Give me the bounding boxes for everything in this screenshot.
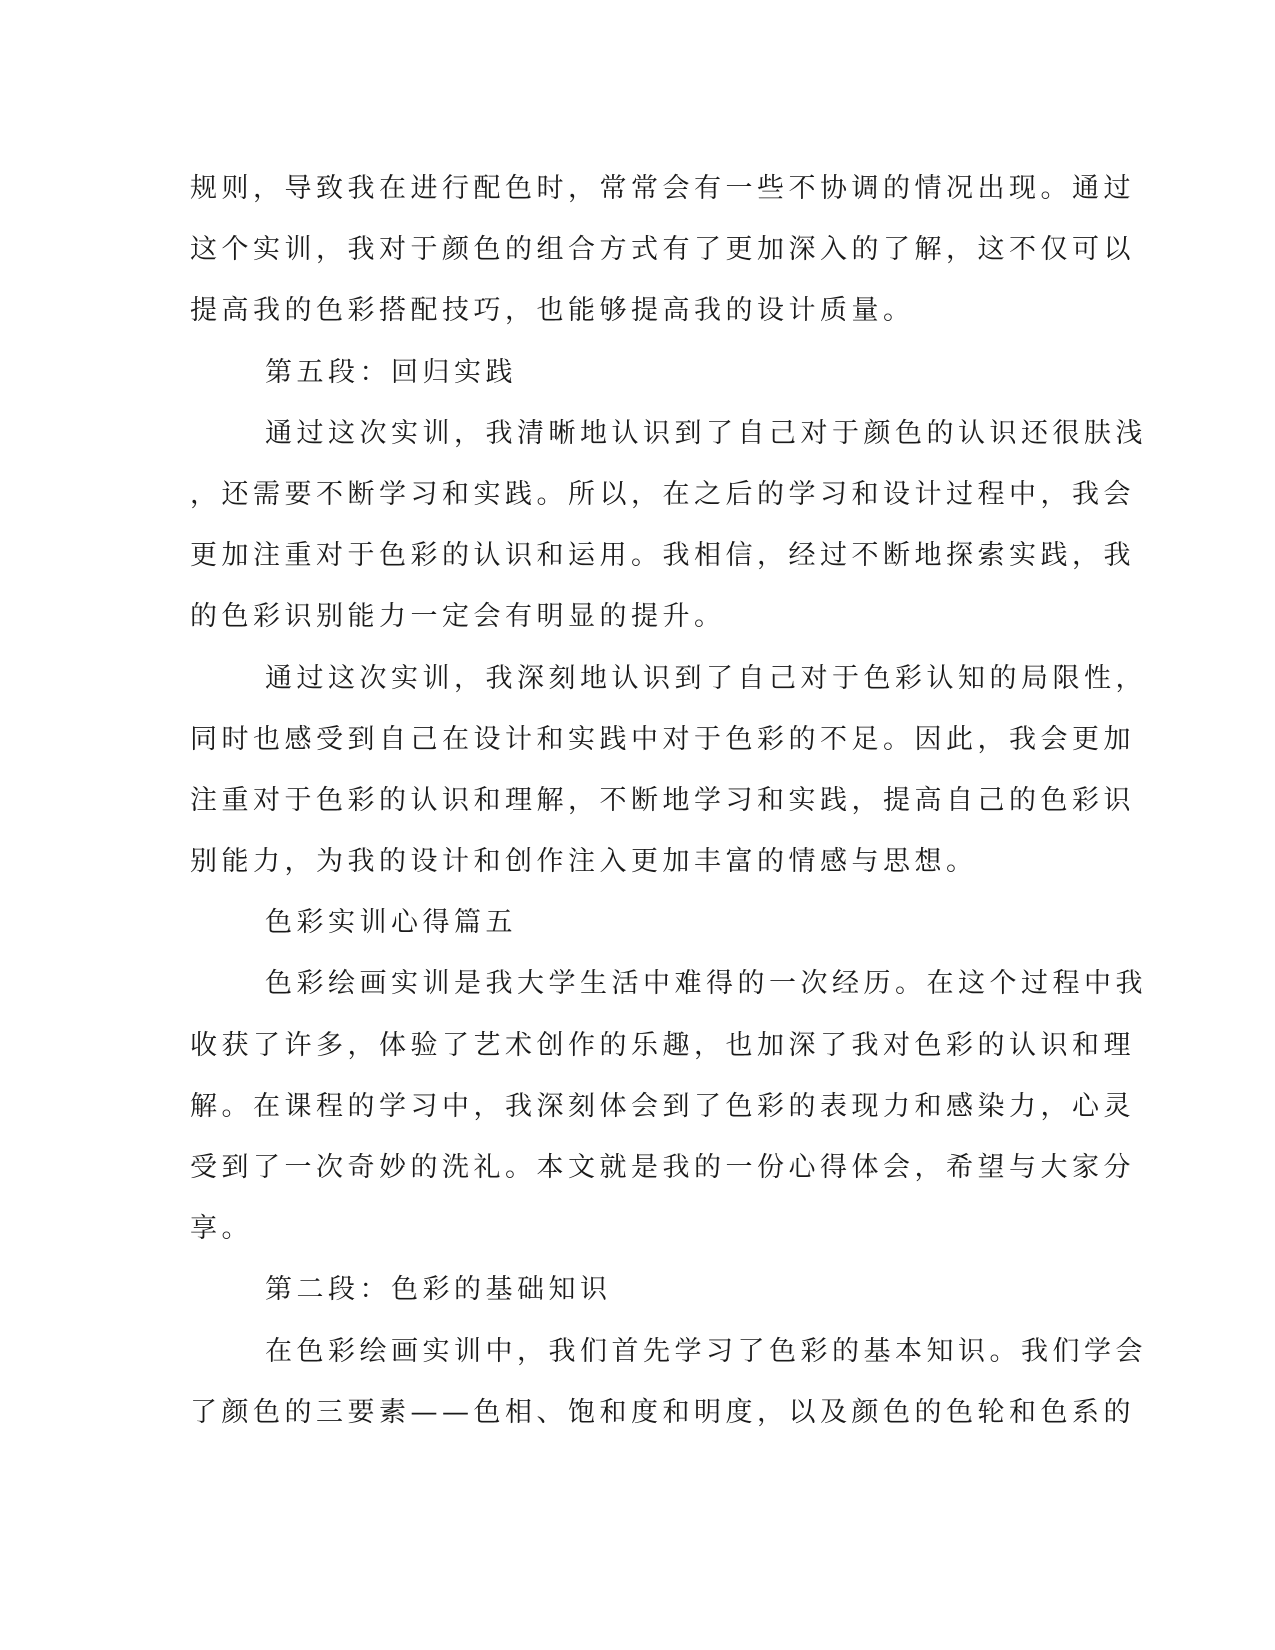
text-line: 注重对于色彩的认识和理解，不断地学习和实践，提高自己的色彩识 (190, 784, 1135, 816)
text-line: 更加注重对于色彩的认识和运用。我相信，经过不断地探索实践，我 (190, 540, 1135, 572)
text-line: 受到了一次奇妙的洗礼。本文就是我的一份心得体会，希望与大家分 (190, 1152, 1135, 1183)
text-line: 别能力，为我的设计和创作注入更加丰富的情感与思想。 (190, 846, 978, 878)
text-line: 在色彩绘画实训中，我们首先学习了色彩的基本知识。我们学会 (265, 1335, 1147, 1367)
section-heading: 第五段：回归实践 (265, 356, 517, 388)
text-line: 提高我的色彩搭配技巧，也能够提高我的设计质量。 (190, 295, 915, 327)
text-line: 解。在课程的学习中，我深刻体会到了色彩的表现力和感染力，心灵 (190, 1090, 1135, 1122)
text-line: 通过这次实训，我清晰地认识到了自己对于颜色的认识还很肤浅 (265, 417, 1147, 449)
text-line: 享。 (190, 1213, 253, 1245)
text-line: 规则，导致我在进行配色时，常常会有一些不协调的情况出现。通过 (190, 173, 1135, 204)
document-body (190, 158, 1147, 1443)
text-line: 收获了许多，体验了艺术创作的乐趣，也加深了我对色彩的认识和理 (190, 1029, 1135, 1061)
text-line: 色彩绘画实训是我大学生活中难得的一次经历。在这个过程中我 (265, 968, 1147, 1000)
text-line: 的色彩识别能力一定会有明显的提升。 (190, 601, 726, 633)
section-heading: 第二段：色彩的基础知识 (265, 1274, 612, 1306)
text-line: 了颜色的三要素——色相、饱和度和明度，以及颜色的色轮和色系的 (190, 1396, 1135, 1428)
text-line: 同时也感受到自己在设计和实践中对于色彩的不足。因此，我会更加 (190, 723, 1135, 755)
text-line: 通过这次实训，我深刻地认识到了自己对于色彩认知的局限性， (265, 662, 1147, 694)
text-line: ，还需要不断学习和实践。所以，在之后的学习和设计过程中，我会 (190, 478, 1135, 510)
text-line: 这个实训，我对于颜色的组合方式有了更加深入的了解，这不仅可以 (190, 234, 1135, 266)
article-title: 色彩实训心得篇五 (265, 907, 517, 939)
